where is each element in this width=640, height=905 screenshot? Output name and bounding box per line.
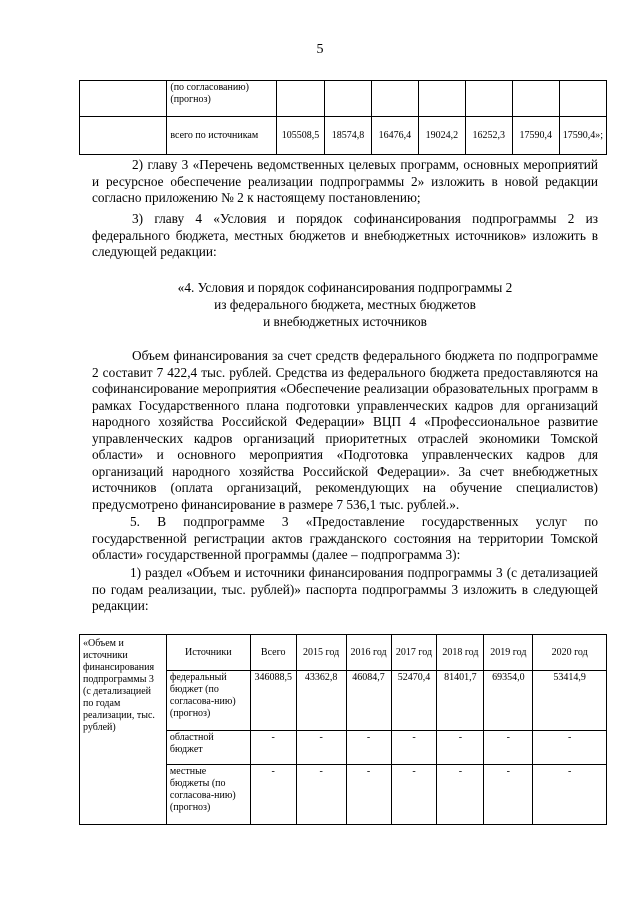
column-header: 2018 год [437,635,484,671]
value-cell: 17590,4»; [559,117,606,155]
value-cell: 17590,4 [512,117,559,155]
value-cell: 53414,9 [533,671,607,731]
value-cell: - [484,765,533,825]
value-cell: - [391,765,437,825]
table-row [80,117,607,155]
column-header: Источники [166,635,250,671]
value-cell: - [250,731,296,765]
column-header: 2017 год [391,635,437,671]
value-cell: 16252,3 [465,117,512,155]
value-cell: - [391,731,437,765]
section-heading-line: «4. Условия и порядок софинансирования подпрограммы 2 [177,280,513,295]
column-header: 2015 год [296,635,346,671]
row-label: всего по источникам [167,117,277,155]
column-header: 2016 год [346,635,391,671]
value-cell: 69354,0 [484,671,533,731]
value-cell: - [437,765,484,825]
value-cell: 81401,7 [437,671,484,731]
section-heading-line: из федерального бюджета, местных бюджетов [214,297,476,312]
value-cell: - [437,731,484,765]
value-cell: - [250,765,296,825]
table-header-row [80,635,607,671]
value-cell: 16476,4 [371,117,418,155]
paragraph: 1) раздел «Объем и источники финансирования подпрограммы 3 (с детализацией по годам реализации, тыс. рублей)» паспорта подпрограммы 3 изложить в следующей редакции: [92,565,598,613]
value-cell: - [533,731,607,765]
empty-cell [80,117,167,155]
value-cell: - [296,765,346,825]
value-cell: 19024,2 [418,117,465,155]
value-cell: 52470,4 [391,671,437,731]
side-label: «Объем и источники финансирования подпрограммы 3 (с детализацией по годам реализации, тыс. рублей) [80,635,167,825]
value-cell: 43362,8 [296,671,346,731]
section-heading-line: и внебюджетных источников [263,314,427,329]
column-header: Всего [250,635,296,671]
funding-table-continued [79,80,607,155]
paragraph: 5. В подпрограмме 3 «Предоставление государственных услуг по государственной регистрации актов гражданского состояния на территории Томской области» государственной программы (далее – подпрограмма 3): [92,514,598,562]
value-cell: - [296,731,346,765]
column-header: 2019 год [484,635,533,671]
column-header: 2020 год [533,635,607,671]
value-cell: - [533,765,607,825]
value-cell: 105508,5 [277,117,325,155]
page-number: 5 [316,42,324,57]
row-label: федеральный бюджет (по согласова-нию) (прогноз) [166,671,250,731]
value-cell: - [484,731,533,765]
empty-cell [80,81,167,117]
value-cell: 346088,5 [250,671,296,731]
table-row [80,81,607,117]
value-cell: - [346,765,391,825]
value-cell: 18574,8 [325,117,372,155]
paragraph: 2) главу 3 «Перечень ведомственных целевых программ, основных мероприятий и ресурсное обеспечение реализации подпрограммы 2» изложить в новой редакции согласно приложению № 2 к настоящему постановлению; [92,157,598,205]
paragraph: 3) главу 4 «Условия и порядок софинансирования подпрограммы 2 из федерального бюджета, местных бюджетов и внебюджетных источников» изложить в следующей редакции: [92,211,598,259]
paragraph: Объем финансирования за счет средств федерального бюджета по подпрограмме 2 составит 7 422,4 тыс. рублей. Средства из федерального бюджета предоставляются на софинансирование мероприятия «Обеспечение реализации образовательных программ в рамках Государственного плана подготовки управленческих кадров для организаций народного хозяйства Российской Федерации» ВЦП 4 «Профессиональное развитие управленческих кадров организаций приоритетных отраслей экономики Томской области» и основного мероприятия «Подготовка управленческих кадров для организаций народного хозяйства Российской Федерации». За счет внебюджетных источников (оплата организаций, рекомендующих на обучение специалистов) предусмотрено финансирование в размере 7 536,1 тыс. рублей.». [92,348,598,512]
row-label: местные бюджеты (по согласова-нию) (прогноз) [166,765,250,825]
value-cell: 46084,7 [346,671,391,731]
row-label: областной бюджет [166,731,250,765]
value-cell: - [346,731,391,765]
row-label: (по согласованию) (прогноз) [167,81,277,117]
funding-table-subprogram-3 [79,634,607,825]
